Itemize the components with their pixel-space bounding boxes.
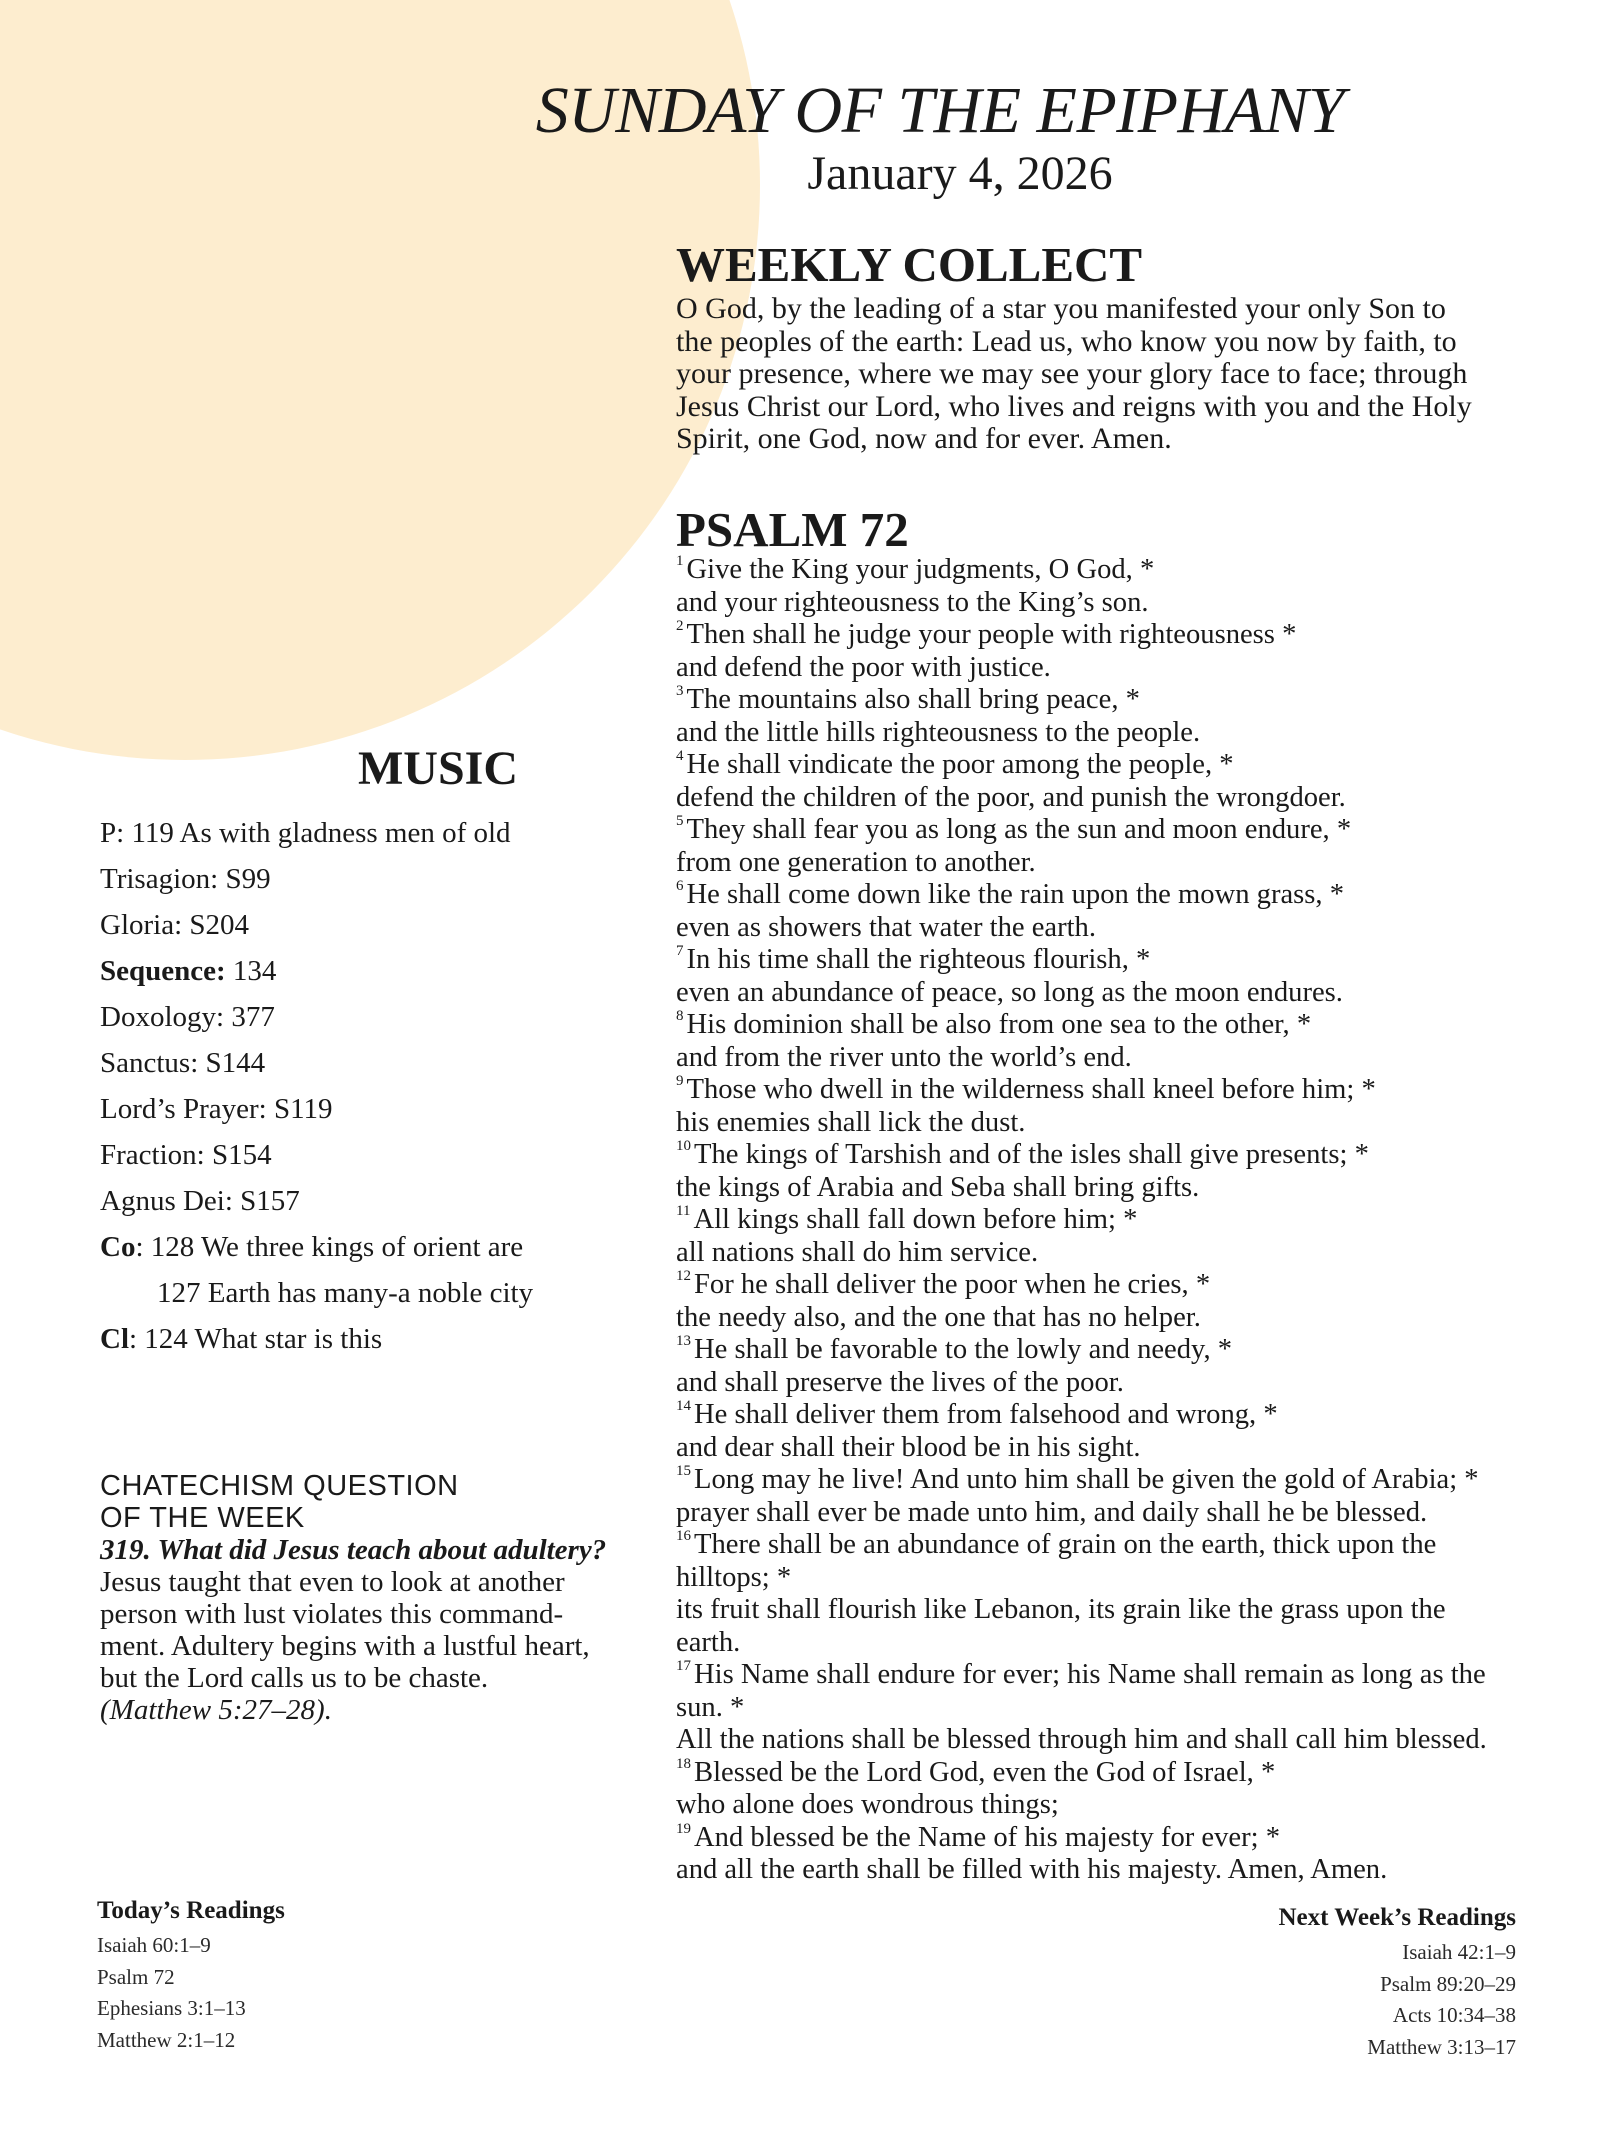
verse-text: who alone does wondrous things;	[676, 1789, 1059, 1820]
psalm-verse-line	[676, 912, 1576, 945]
music-item-label: Co	[100, 1231, 136, 1263]
psalm-verse-line	[676, 1009, 1576, 1042]
verse-text: The mountains also shall bring peace, *	[686, 684, 1140, 715]
psalm-verse-line	[676, 1594, 1576, 1627]
psalm-verse-line	[676, 1692, 1576, 1725]
verse-text: His Name shall endure for ever; his Name shall remain as long as the	[694, 1659, 1486, 1690]
verse-text: his enemies shall lick the dust.	[676, 1106, 1026, 1138]
verse-text: the needy also, and the one that has no helper.	[676, 1301, 1201, 1333]
verse-text: defend the children of the poor, and punish the wrongdoer.	[676, 781, 1346, 813]
psalm-verse-line	[676, 619, 1576, 652]
verse-number: 11	[676, 1203, 691, 1220]
psalm-verse-line	[676, 1529, 1576, 1562]
verse-text: In his time shall the righteous flourish, *	[686, 944, 1151, 975]
collect-line: O God, by the leading of a star you manifested your only Son to	[676, 292, 1446, 325]
catechism-question: 319. What did Jesus teach about adultery?	[100, 1534, 607, 1566]
reading-item: Psalm 89:20–29	[1380, 1971, 1516, 1996]
music-heading: MUSIC	[358, 742, 519, 795]
music-item-value: S119	[266, 1093, 333, 1125]
collect-heading: WEEKLY COLLECT	[676, 237, 1143, 292]
verse-number: 9	[676, 1073, 684, 1090]
music-item	[100, 1134, 533, 1180]
verse-number: 15	[676, 1463, 691, 1480]
collect-line: the peoples of the earth: Lead us, who know you now by faith, to	[676, 324, 1457, 358]
psalm-verse-line	[676, 652, 1576, 685]
verse-text: All kings shall fall down before him; *	[693, 1204, 1138, 1235]
psalm-verse-line	[676, 587, 1576, 620]
music-item-label: Trisagion:	[100, 863, 219, 895]
music-item	[100, 812, 533, 858]
verse-number: 18	[676, 1755, 691, 1772]
psalm-verse-line	[676, 1367, 1576, 1400]
catechism-section	[100, 1470, 640, 1726]
catechism-answer-line: but the Lord calls us to be chaste.	[100, 1662, 489, 1694]
music-item-value: : 128 We three kings of orient are	[135, 1231, 524, 1263]
verse-text: He shall be favorable to the lowly and needy, *	[694, 1334, 1233, 1365]
verse-text: He shall deliver them from falsehood and wrong, *	[694, 1399, 1278, 1430]
music-item	[100, 1088, 533, 1134]
weekly-collect-section	[676, 237, 1576, 456]
psalm-verses	[676, 554, 1576, 1887]
reading-item: Isaiah 60:1–9	[97, 1933, 211, 1957]
verse-number: 17	[676, 1658, 691, 1675]
verse-text: even as showers that water the earth.	[676, 911, 1096, 943]
verse-text: and defend the poor with justice.	[676, 651, 1051, 683]
reading-item: Ephesians 3:1–13	[97, 1996, 246, 2020]
psalm-verse-line	[676, 749, 1576, 782]
verse-number: 4	[676, 748, 684, 765]
verse-text: and all the earth shall be filled with his majesty. Amen, Amen.	[676, 1854, 1388, 1885]
music-item-label: Fraction:	[100, 1139, 205, 1171]
music-item	[100, 1042, 533, 1088]
collect-line: Jesus Christ our Lord, who lives and reigns with you and the Holy	[676, 389, 1472, 423]
verse-text: and from the river unto the world’s end.	[676, 1041, 1132, 1073]
music-item	[100, 996, 533, 1042]
psalm-verse-line	[676, 1724, 1576, 1757]
psalm-verse-line	[676, 1464, 1576, 1497]
todays-readings	[97, 1892, 285, 2056]
verse-text: and dear shall their blood be in his sight.	[676, 1431, 1141, 1463]
catechism-reference: (Matthew 5:27–28).	[100, 1694, 332, 1726]
verse-text: He shall come down like the rain upon the mown grass, *	[686, 879, 1345, 910]
music-item-label: Cl	[100, 1323, 129, 1355]
psalm-verse-line	[676, 1074, 1576, 1107]
verse-text: earth.	[676, 1626, 741, 1658]
verse-text: Those who dwell in the wilderness shall kneel before him; *	[686, 1074, 1376, 1105]
music-item	[100, 1226, 533, 1272]
verse-text: all nations shall do him service.	[676, 1236, 1039, 1268]
music-item-value: S157	[232, 1185, 300, 1217]
catechism-answer-line: Jesus taught that even to look at another	[100, 1566, 565, 1598]
reading-item: Matthew 2:1–12	[97, 2027, 236, 2052]
verse-text: hilltops; *	[676, 1561, 792, 1593]
catechism-heading-line: CHATECHISM QUESTION	[100, 1470, 459, 1502]
music-item-label: Sanctus:	[100, 1047, 199, 1079]
page-title: SUNDAY OF THE EPIPHANY	[535, 74, 1345, 147]
verse-text: They shall fear you as long as the sun and moon endure, *	[686, 814, 1352, 845]
music-item-value: S99	[218, 863, 271, 895]
catechism-heading-line: OF THE WEEK	[100, 1502, 305, 1534]
psalm-verse-line	[676, 1204, 1576, 1237]
music-item-value: S204	[182, 909, 250, 941]
psalm-verse-line	[676, 717, 1576, 750]
music-item-value: S144	[198, 1047, 266, 1079]
verse-number: 13	[676, 1333, 691, 1350]
music-item-value: : 124 What star is this	[129, 1323, 383, 1355]
verse-text: For he shall deliver the poor when he cries, *	[694, 1269, 1211, 1300]
music-item-value: 119 As with gladness men of old	[124, 817, 511, 849]
verse-text: Then shall he judge your people with righteousness *	[686, 619, 1297, 650]
music-item-value: S154	[204, 1139, 272, 1171]
verse-text: from one generation to another.	[676, 846, 1036, 878]
music-item-value: 377	[224, 1001, 275, 1033]
psalm-verse-line	[676, 944, 1576, 977]
verse-text: and your righteousness to the King’s son.	[676, 586, 1149, 618]
reading-item: Psalm 72	[97, 1964, 175, 1989]
psalm-verse-line	[676, 847, 1576, 880]
verse-text: The kings of Tarshish and of the isles shall give presents; *	[694, 1139, 1369, 1170]
verse-text: its fruit shall flourish like Lebanon, its grain like the grass upon the	[676, 1594, 1446, 1625]
verse-text: prayer shall ever be made unto him, and daily shall he be blessed.	[676, 1496, 1428, 1528]
music-item-label: Sequence:	[100, 955, 226, 987]
verse-number: 7	[676, 943, 684, 960]
music-item	[100, 904, 533, 950]
music-item	[100, 858, 533, 904]
service-date: January 4, 2026	[807, 147, 1113, 200]
verse-text: All the nations shall be blessed through him and shall call him blessed.	[676, 1724, 1487, 1755]
verse-number: 3	[676, 683, 684, 700]
reading-item: Isaiah 42:1–9	[1402, 1940, 1516, 1964]
psalm-verse-line	[676, 1659, 1576, 1692]
music-item	[100, 1272, 533, 1318]
catechism-answer-line: ment. Adultery begins with a lustful heart,	[100, 1630, 590, 1662]
next-week-readings	[1279, 1899, 1517, 2063]
music-item-value: 134	[225, 955, 277, 987]
reading-item: Acts 10:34–38	[1392, 2003, 1516, 2027]
psalm-verse-line	[676, 814, 1576, 847]
verse-number: 6	[676, 878, 684, 895]
verse-number: 12	[676, 1268, 691, 1285]
todays-readings-heading: Today’s Readings	[97, 1897, 285, 1924]
music-item-label: Gloria:	[100, 909, 183, 941]
verse-text: Long may he live! And unto him shall be given the gold of Arabia; *	[694, 1464, 1479, 1495]
catechism-answer-line: person with lust violates this command-	[100, 1598, 564, 1630]
music-item-value: 127 Earth has many-a noble city	[157, 1277, 534, 1309]
verse-text: even an abundance of peace, so long as the moon endures.	[676, 976, 1343, 1008]
verse-number: 16	[676, 1528, 691, 1545]
verse-text: sun. *	[676, 1691, 745, 1723]
verse-text: His dominion shall be also from one sea to the other, *	[686, 1009, 1312, 1040]
music-item	[100, 1318, 533, 1364]
psalm-verse-line	[676, 1107, 1576, 1140]
psalm-verse-line	[676, 1237, 1576, 1270]
verse-text: Blessed be the Lord God, even the God of Israel, *	[694, 1756, 1276, 1788]
music-item-label: Agnus Dei:	[100, 1185, 233, 1217]
psalm-verse-line	[676, 1399, 1576, 1432]
psalm-verse-line	[676, 879, 1576, 912]
reading-item: Matthew 3:13–17	[1367, 2034, 1516, 2059]
psalm-verse-line	[676, 1497, 1576, 1530]
psalm-verse-line	[676, 1854, 1576, 1887]
verse-text: and the little hills righteousness to the people.	[676, 716, 1201, 748]
verse-text: He shall vindicate the poor among the people, *	[686, 749, 1234, 780]
collect-text	[676, 293, 1576, 456]
psalm-verse-line	[676, 1757, 1576, 1790]
psalm-verse-line	[676, 1334, 1576, 1367]
verse-text: There shall be an abundance of grain on the earth, thick upon the	[694, 1529, 1437, 1560]
psalm-verse-line	[676, 1172, 1576, 1205]
psalm-verse-line	[676, 684, 1576, 717]
psalm-verse-line	[676, 1042, 1576, 1075]
psalm-verse-line	[676, 782, 1576, 815]
next-readings-heading: Next Week’s Readings	[1278, 1904, 1516, 1931]
verse-text: And blessed be the Name of his majesty for ever; *	[694, 1821, 1281, 1853]
music-item-label: Lord’s Prayer:	[100, 1093, 267, 1125]
verse-number: 10	[676, 1138, 691, 1155]
verse-text: and shall preserve the lives of the poor.	[676, 1366, 1124, 1398]
psalm-verse-line	[676, 1822, 1576, 1855]
music-item	[100, 950, 533, 996]
psalm-heading: PSALM 72	[676, 502, 909, 557]
verse-text: the kings of Arabia and Seba shall bring gifts.	[676, 1171, 1200, 1203]
collect-line: your presence, where we may see your glory face to face; through	[676, 357, 1468, 391]
psalm-verse-line	[676, 1627, 1576, 1660]
music-item	[100, 1180, 533, 1226]
psalm-verse-line	[676, 1789, 1576, 1822]
verse-text: Give the King your judgments, O God, *	[686, 554, 1155, 585]
psalm-verse-line	[676, 1269, 1576, 1302]
collect-line: Spirit, one God, now and for ever. Amen.	[676, 422, 1172, 456]
psalm-verse-line	[676, 554, 1576, 587]
music-item-label: Doxology:	[100, 1001, 225, 1033]
verse-number: 8	[676, 1008, 684, 1025]
psalm-verse-line	[676, 1432, 1576, 1465]
psalm-verse-line	[676, 977, 1576, 1010]
verse-number: 14	[676, 1398, 691, 1415]
psalm-verse-line	[676, 1302, 1576, 1335]
psalm-verse-line	[676, 1139, 1576, 1172]
music-list	[100, 812, 533, 1364]
verse-number: 19	[676, 1820, 691, 1837]
psalm-verse-line	[676, 1562, 1576, 1595]
verse-number: 2	[676, 618, 684, 635]
music-item-label: P:	[100, 817, 125, 849]
verse-number: 5	[676, 813, 684, 830]
psalm-section	[676, 502, 1576, 1887]
verse-number: 1	[676, 553, 684, 570]
